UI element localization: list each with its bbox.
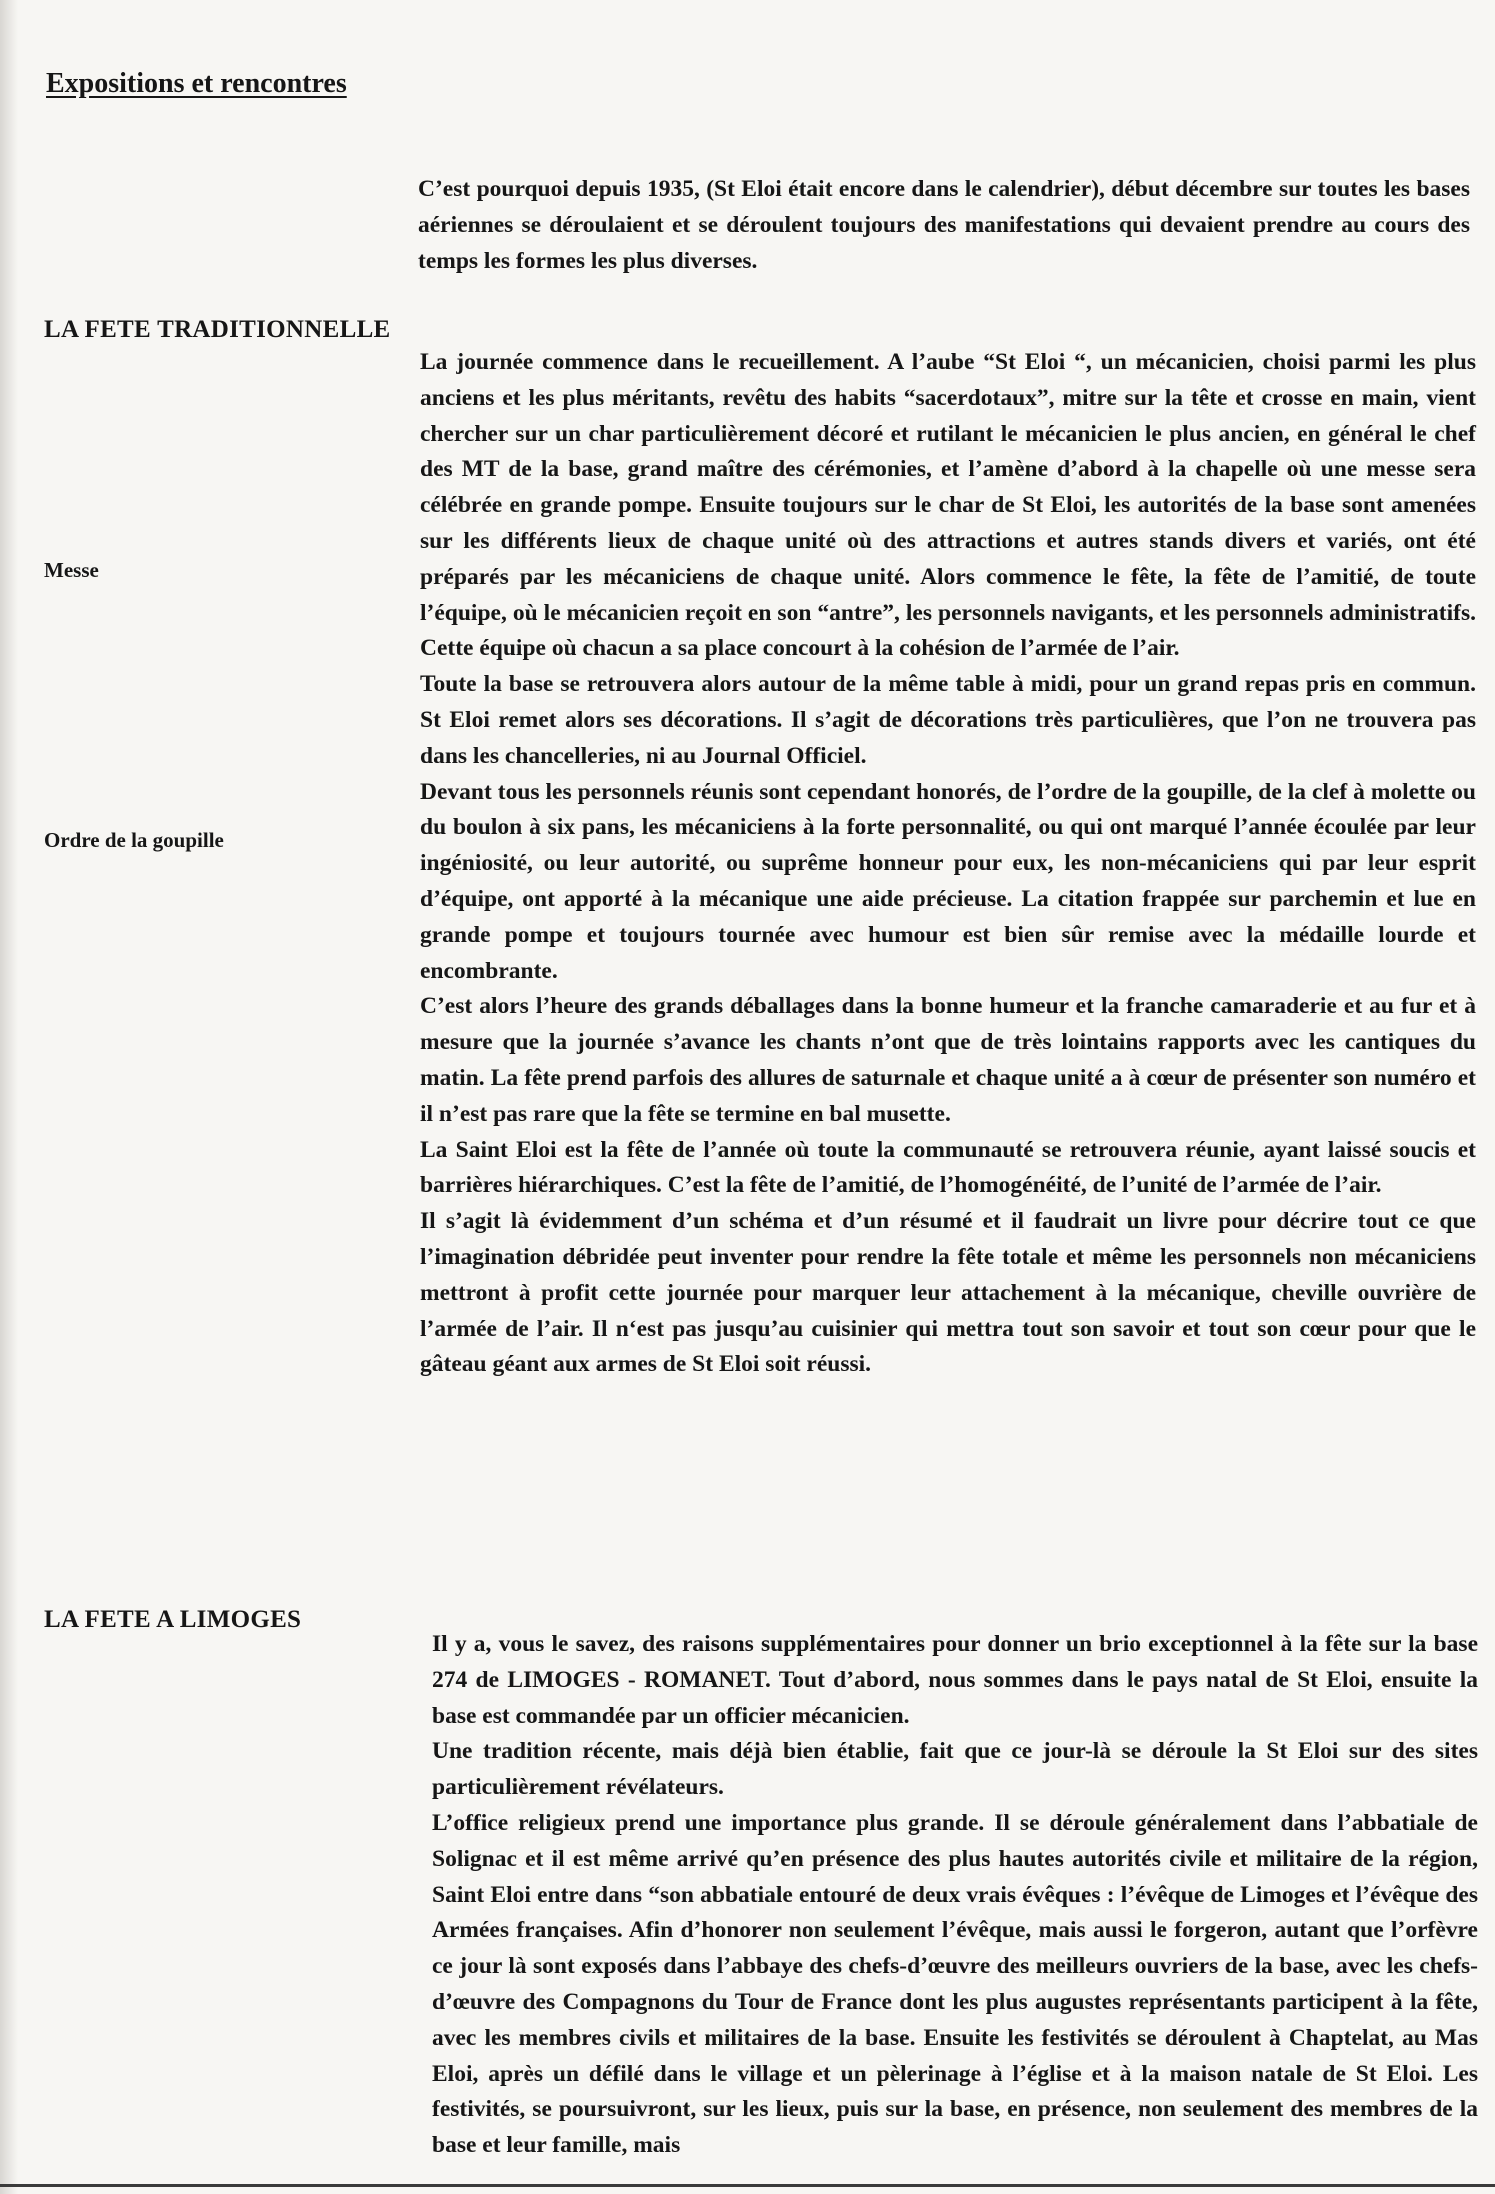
paragraph: Toute la base se retrouvera alors autour de la même table à midi, pour un grand repas pris en commun. St Eloi remet alors ses décorations. Il s’agit de décorations très particulières, que l’on ne trouvera pas dans les chancelleries, ni au Journal Officiel. [420,671,1476,769]
fete-traditionnelle-body [420,345,1476,1383]
fete-limoges-body [432,1627,1478,2164]
section-heading-fete-limoges: LA FETE A LIMOGES [44,1606,302,1633]
page-edge-shadow [0,0,18,2194]
bottom-rule [0,2184,1495,2187]
paragraph: C’est pourquoi depuis 1935, (St Eloi était encore dans le calendrier), début décembre sur toutes les bases aériennes se déroulaient et se déroulent toujours des manifestations qui devaient prendre au cours des temps les formes les plus diverses. [418,176,1470,274]
paragraph: Il y a, vous le savez, des raisons supplémentaires pour donner un brio exceptionnel à la fête sur la base 274 de LIMOGES - ROMANET. Tout d’abord, nous sommes dans le pays natal de St Eloi, ensuite la base est commandée par un officier mécanicien. [432,1631,1478,1729]
paragraph: La journée commence dans le recueillement. A l’aube “St Eloi “, un mécanicien, choisi parmi les plus anciens et les plus méritants, revêtu des habits “sacerdotaux”, mitre sur la tête et crosse en main, vient chercher sur un char particulièrement décoré et rutilant le mécanicien le plus ancien, en général le chef des MT de la base, grand maître des cérémonies, et l’amène d’abord à la chapelle où une messe sera célébrée en grande pompe. Ensuite toujours sur le char de St Eloi, les autorités de la base sont amenées sur les différents lieux de chaque unité où des attractions et autres stands divers et variés, ont été préparés par les mécaniciens de chaque unité. Alors commence le fête, la fête de l’amitié, de toute l’équipe, où le mécanicien reçoit en son “antre”, les personnels navigants, et les personnels administratifs. Cette équipe où chacun a sa place concourt à la cohésion de l’armée de l’air. [420,349,1476,662]
paragraph: La Saint Eloi est la fête de l’année où toute la communauté se retrouvera réunie, ayant laissé soucis et barrières hiérarchiques. C’est la fête de l’amitié, de l’homogénéité, de l’unité de l’armée de l’air. [420,1136,1476,1199]
intro-paragraph [418,172,1470,279]
margin-note-ordre-de-la-goupille: Ordre de la goupille [44,828,224,852]
paragraph: L’office religieux prend une importance plus grande. Il se déroule généralement dans l’abbatiale de Solignac et il est même arrivé qu’en présence des plus hautes autorités civile et militaire de la région, Saint Eloi entre dans “son abbatiale entouré de deux vrais évêques : l’évêque de Limoges et l’évêque des Armées françaises. Afin d’honorer non seulement l’évêque, mais aussi le forgeron, autant que l’orfèvre ce jour là sont exposés dans l’abbaye des chefs-d’œuvre des meilleurs ouvriers de la base, avec les chefs-d’œuvre des Compagnons du Tour de France dont les plus augustes représentants participent à la fête, avec les membres civils et militaires de la base. Ensuite les festivités se déroulent à Chaptelat, au Mas Eloi, après un défilé dans le village et un pèlerinage à l’église et à la maison natale de St Eloi. Les festivités, se poursuivront, sur les lieux, puis sur la base, en présence, non seulement des membres de la base et leur famille, mais [432,1809,1478,2159]
section-heading-fete-traditionnelle: LA FETE TRADITIONNELLE [44,316,391,343]
paragraph: C’est alors l’heure des grands déballages dans la bonne humeur et la franche camaraderie et au fur et à mesure que la journée s’avance les chants n’ont que de très lointains rapports avec les cantiques du matin. La fête prend parfois des allures de saturnale et chaque unité a à cœur de présenter son numéro et il n’est pas rare que la fête se termine en bal musette. [420,993,1476,1127]
page-title: Expositions et rencontres [46,68,347,99]
paragraph: Devant tous les personnels réunis sont cependant honorés, de l’ordre de la goupille, de la clef à molette ou du boulon à six pans, les mécaniciens à la forte personnalité, ou qui ont marqué l’année écoulée par leur ingéniosité, ou leur autorité, ou suprême honneur pour eux, les non-mécaniciens qui par leur esprit d’équipe, ont apporté à la mécanique une aide précieuse. La citation frappée sur parchemin et lue en grande pompe et toujours tournée avec humour est bien sûr remise avec la médaille lourde et encombrante. [420,778,1476,984]
margin-note-messe: Messe [44,558,99,582]
paragraph: Il s’agit là évidemment d’un schéma et d’un résumé et il faudrait un livre pour décrire tout ce que l’imagination débridée peut inventer pour rendre la fête totale et même les personnels non mécaniciens mettront à profit cette journée pour marquer leur attachement à la mécanique, cheville ouvrière de l’armée de l’air. Il n‘est pas jusqu’au cuisinier qui mettra tout son savoir et tout son cœur pour que le gâteau géant aux armes de St Eloi soit réussi. [420,1208,1476,1378]
paragraph: Une tradition récente, mais déjà bien établie, fait que ce jour-là se déroule la St Eloi sur des sites particulièrement révélateurs. [432,1738,1478,1801]
